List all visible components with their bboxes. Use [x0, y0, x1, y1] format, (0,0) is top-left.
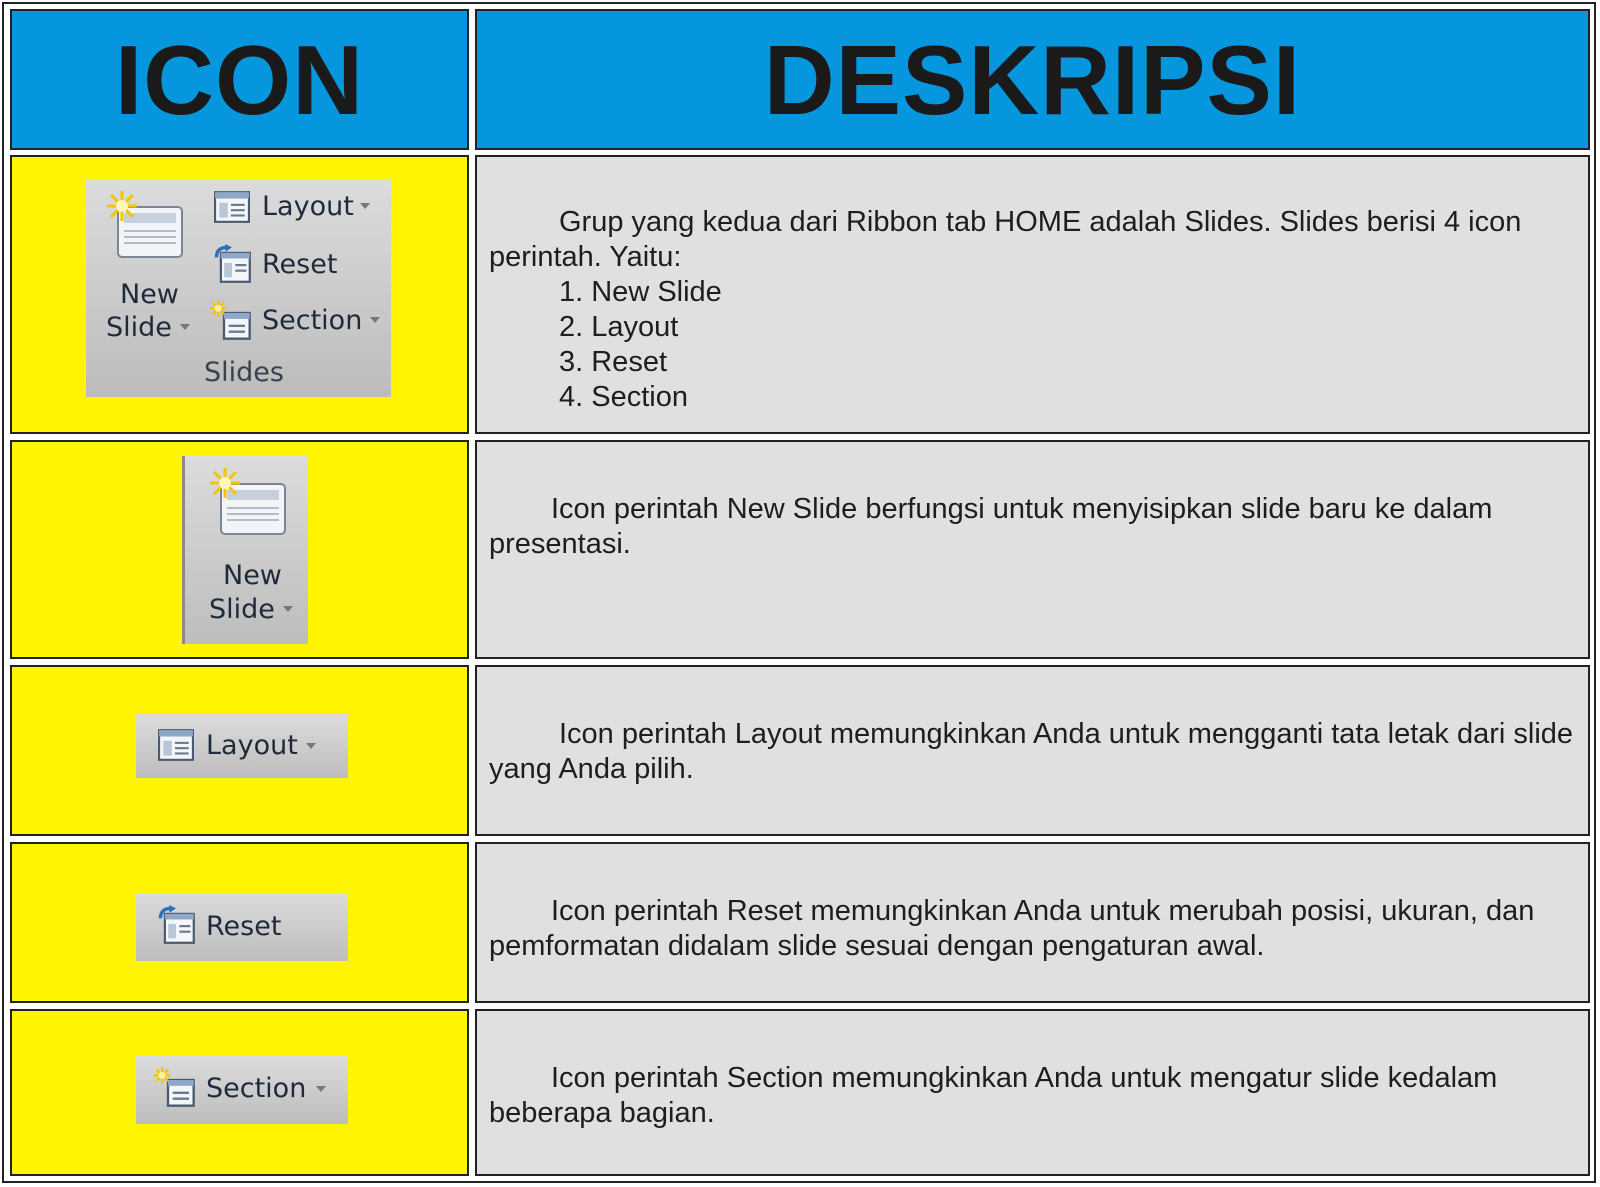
- row4-desc-cell: [475, 842, 1590, 1003]
- new-slide-label-line1: New: [223, 560, 282, 591]
- layout-label[interactable]: Layout: [262, 191, 354, 222]
- new-slide-label-line2: Slide: [106, 312, 172, 343]
- new-slide-dropdown-arrow[interactable]: [283, 606, 293, 612]
- row5-description: Icon perintah Section memungkinkan Anda untuk mengatur slide kedalam beberapa bagian.: [489, 1062, 1506, 1129]
- new-slide-dropdown-arrow[interactable]: [180, 324, 190, 330]
- slides-ribbon-group: [86, 179, 391, 397]
- row5-icon-cell: [10, 1009, 469, 1176]
- row1-icon-cell: [10, 155, 469, 434]
- new-slide-button[interactable]: [182, 456, 308, 644]
- row1-desc-cell: [475, 155, 1590, 434]
- reset-icon: [156, 905, 196, 945]
- row3-desc-cell: [475, 665, 1590, 836]
- row2-icon-cell: [10, 440, 469, 659]
- group-name-label: Slides: [204, 357, 284, 388]
- new-slide-label-line1: New: [120, 279, 179, 310]
- row1-description: Grup yang kedua dari Ribbon tab HOME adalah Slides. Slides berisi 4 icon perintah. Yaitu: 1. New Slide 2. Layout 3. Reset 4. Section: [489, 206, 1522, 413]
- section-label[interactable]: Section: [262, 305, 363, 336]
- layout-icon: [158, 729, 194, 761]
- section-button[interactable]: [136, 1056, 348, 1124]
- layout-button[interactable]: [136, 714, 348, 778]
- reset-label[interactable]: Reset: [262, 249, 338, 280]
- row3-description: Icon perintah Layout memungkinkan Anda untuk mengganti tata letak dari slide yang Anda pilih.: [489, 718, 1582, 785]
- header-icon-label: ICON: [115, 24, 364, 135]
- header-icon-cell: [10, 9, 469, 150]
- layout-label: Layout: [206, 730, 298, 761]
- section-dropdown-arrow[interactable]: [316, 1086, 326, 1092]
- section-icon: [154, 1066, 196, 1108]
- new-slide-label-line2: Slide: [209, 594, 275, 625]
- new-slide-icon: [106, 191, 186, 263]
- section-dropdown-arrow[interactable]: [370, 317, 380, 323]
- header-desc-cell: [475, 9, 1590, 150]
- reset-button[interactable]: [136, 893, 348, 961]
- row3-icon-cell: [10, 665, 469, 836]
- row2-description: Icon perintah New Slide berfungsi untuk menyisipkan slide baru ke dalam presentasi.: [489, 493, 1501, 560]
- section-icon: [210, 299, 252, 341]
- layout-dropdown-arrow[interactable]: [360, 203, 370, 209]
- row2-desc-cell: [475, 440, 1590, 659]
- row4-description: Icon perintah Reset memungkinkan Anda untuk merubah posisi, ukuran, dan pemformatan didalam slide sesuai dengan pengaturan awal.: [489, 895, 1543, 962]
- layout-dropdown-arrow[interactable]: [306, 743, 316, 749]
- header-desc-label: DESKRIPSI: [763, 24, 1302, 135]
- section-label: Section: [206, 1073, 307, 1104]
- row4-icon-cell: [10, 842, 469, 1003]
- row5-desc-cell: [475, 1009, 1590, 1176]
- reset-label: Reset: [206, 911, 282, 942]
- layout-icon: [214, 191, 250, 223]
- reset-icon: [212, 244, 252, 284]
- new-slide-icon: [209, 468, 289, 540]
